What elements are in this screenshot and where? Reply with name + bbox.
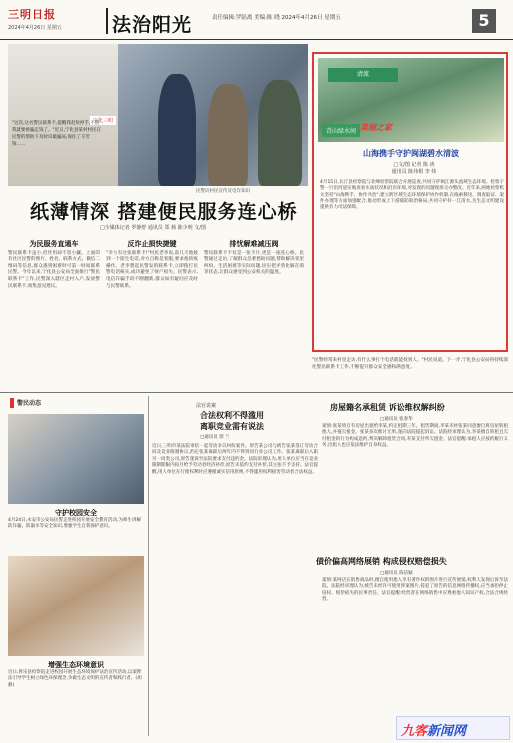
- issue-date: 2024年4月26日 星期五: [8, 25, 62, 31]
- school-safety-photo[interactable]: [8, 414, 144, 504]
- lower-middle-body: 近日,三明市某法院审结一起劳动争议纠纷案件。原告某公司与被告张某签订劳动合同及竞业限制协议,约定张某离职后两年内不得到同行业公司工作。张某离职后入职另一同类公司,原告遂诉至法院要求支付违约金。法院审理认为,用人单位应当在竞业限制期限内按月给予劳动者经济补偿,原告未依约支付补偿,其主张不予支持。法官提醒,用人单位在行使权利时应遵循诚实信用原则,不得滥用权利损害劳动者合法权益。: [152, 444, 318, 475]
- column-divider: [148, 396, 149, 736]
- column-text: 警民联系卡虽小,但作用却不容小觑。上面印有社区民警的照片、姓名、联系方式、微信二维码等信息,群众遇到困难时可第一时间联系民警。今年以来,宁化县公安局全面推行"警民联系卡"工作,民警深入辖区走村入户,发放警民联系卡,收集意见建议。: [8, 250, 100, 289]
- villager-figure: [208, 84, 248, 186]
- photo-left-panel: [8, 44, 118, 186]
- watermark-part-a: 九客: [401, 724, 428, 739]
- photo-location-tag: 宁化三明: [90, 116, 116, 125]
- subhead-3: 排忧解难减压阀: [229, 240, 279, 248]
- page-header: [0, 0, 513, 40]
- lower-right-headline-2[interactable]: 债价偏高网络展销 构成侵权赔偿损失: [316, 557, 447, 566]
- brief-text-2: 近日,将乐县检察院走进校园开展生态环境保护法治宣传活动,以案释法引导学生树立绿色环保理念,争做生态文明的宣传者和践行者。(胡 静): [8, 670, 142, 688]
- lower-left-label: 警民动态: [17, 400, 42, 407]
- lower-right-body-1: 案情:张某将自有房屋出租给李某,约定租期三年。租赁期间,李某未经张某同意擅自将房屋转租他人,并拖欠租金。张某多次催讨无果,遂向法院提起诉讼。法院经审理认为,李某擅自转租且欠付租金的行为构成违约,判决解除租赁合同,李某支付所欠租金。法官提醒:承租人应按约履行义务,出租人也应依法维护自身权益。: [322, 424, 508, 449]
- column-tag: 青山绿水间: [322, 124, 360, 137]
- lower-middle-headline[interactable]: 合法权利不得滥用 离职竞业需有说法: [200, 411, 264, 431]
- lower-right-body-2: 案情:某网店在销售商品时,擅自使用他人享有著作权的图片进行宣传展销,权利人发现后诉至法院。法院经审理认为,被告未经许可使用涉案图片,侵犯了原告的信息网络传播权,应当承担停止侵权、赔偿损失的民事责任。法官提醒:经营者在网络销售中应尊重他人知识产权,合法合规经营。: [322, 578, 508, 603]
- officer-figure: [158, 74, 196, 186]
- lower-right-byline-2: □通讯员 陈洁颖: [380, 571, 413, 576]
- column-text: 警民联系卡不仅是一张卡片,更是一座连心桥。民警通过走访,了解群众急难愁盼问题,帮助解决邻里纠纷、生活困难等实际问题,切实把矛盾化解在萌芽状态,让群众感受到公安机关的温度。: [204, 250, 304, 276]
- brief-headline-1[interactable]: 守护校园安全: [55, 509, 97, 517]
- top-feature-photo[interactable]: [8, 44, 308, 186]
- lower-middle-kicker: 法官说案: [196, 403, 217, 409]
- main-column-3: [204, 238, 304, 277]
- page-number: 5: [472, 9, 496, 33]
- main-headline[interactable]: 纸薄情深 搭建便民服务连心桥: [30, 201, 298, 223]
- lower-right-headline-1[interactable]: 房屋籍名承租赁 诉讼维权解纠纷: [330, 403, 445, 412]
- column-subtag: 美丽之家: [360, 123, 392, 132]
- column-text: "民警经常来村里走访,有什么事打个电话就能找到人。"村民说道。下一步,宁化县公安局将持续深化警民联系卡工作,不断提升群众安全感和满意度。: [312, 358, 508, 370]
- section-rule: [106, 8, 108, 34]
- photo-caption: 民警向村民宣传反电诈知识: [196, 189, 250, 194]
- label-marker: [10, 398, 14, 408]
- watermark-text: [401, 720, 466, 739]
- eco-education-photo[interactable]: [8, 556, 144, 656]
- column-text: "幸亏有这张联系卡!"村民老李说,前几天他接到一个陌生电话,对方自称是客服,要求他转账操作。老李想起民警发的联系卡,立即拨打民警电话核实,成功避免了财产损失。民警表示,电信诈骗手段不断翻新,群众如有疑问应及时与民警联系。: [106, 250, 198, 289]
- main-byline: □全媒体记者 罗静舒 通讯员 郑 杨 陈少明 文/图: [100, 225, 206, 231]
- subhead-1: 为民服务直通车: [29, 240, 79, 248]
- paper-name: 三明日报: [8, 8, 56, 21]
- watermark-part-b: 新闻网: [427, 724, 467, 739]
- featured-body: 4月15日,长汀县检察院与北峰检察院联合开展巡查,共同守护闽江源头流域生态环境。检察干警一行沿河道实地查看水质状况和沿岸环境,对发现的问题现场交办整改。近年来,两地检察机关坚持"山海携手、协作共治",建立跨区域生态环境保护协作机制,在线索移送、调查取证、案件办理等方面加强配合,推动形成上下游联防联治格局,共同守护好一江清水,为生态文明建设提供有力司法保障。: [320, 180, 504, 211]
- featured-article-box[interactable]: [312, 52, 508, 352]
- section-divider: [0, 392, 513, 393]
- subhead-2: 反诈止损快捷键: [127, 240, 177, 248]
- main-column-2: [106, 238, 198, 290]
- brief-headline-2[interactable]: 增强生态环境意识: [48, 661, 104, 669]
- lower-middle-byline: □通讯员 郭 兰: [200, 435, 230, 440]
- site-watermark: [396, 716, 510, 740]
- main-column-4: [312, 358, 508, 371]
- section-title: 法治阳光: [112, 14, 193, 36]
- featured-headline[interactable]: 山海携手守护闽湖碧水清波: [363, 149, 459, 158]
- brief-text-1: 4月24日,永安市公安局民警走进校园开展安全教育活动,为师生讲解防诈骗、防溺水等安全知识,增强学生自我保护意识。: [8, 518, 141, 530]
- intro-text: "这次,这名警民联系卡,提醒我赶快停手,不然我就要被骗走钱了。"近日,宁化县某村村民在民警的帮助下及时识破骗局,保住了辛苦钱……: [12, 121, 101, 147]
- header-meta: 责任编辑:罗陆离 美编:陈 晓 2024年4月26日 星期五: [212, 15, 341, 21]
- lower-right-byline-1: □通讯员 张春华: [380, 417, 413, 422]
- featured-byline: □文/图 记者 陈 涛 通讯员 陈伟根 李 炜: [391, 162, 437, 175]
- villager-figure: [258, 80, 302, 186]
- photo-banner: 清流: [328, 68, 398, 82]
- main-column-1: [8, 238, 100, 290]
